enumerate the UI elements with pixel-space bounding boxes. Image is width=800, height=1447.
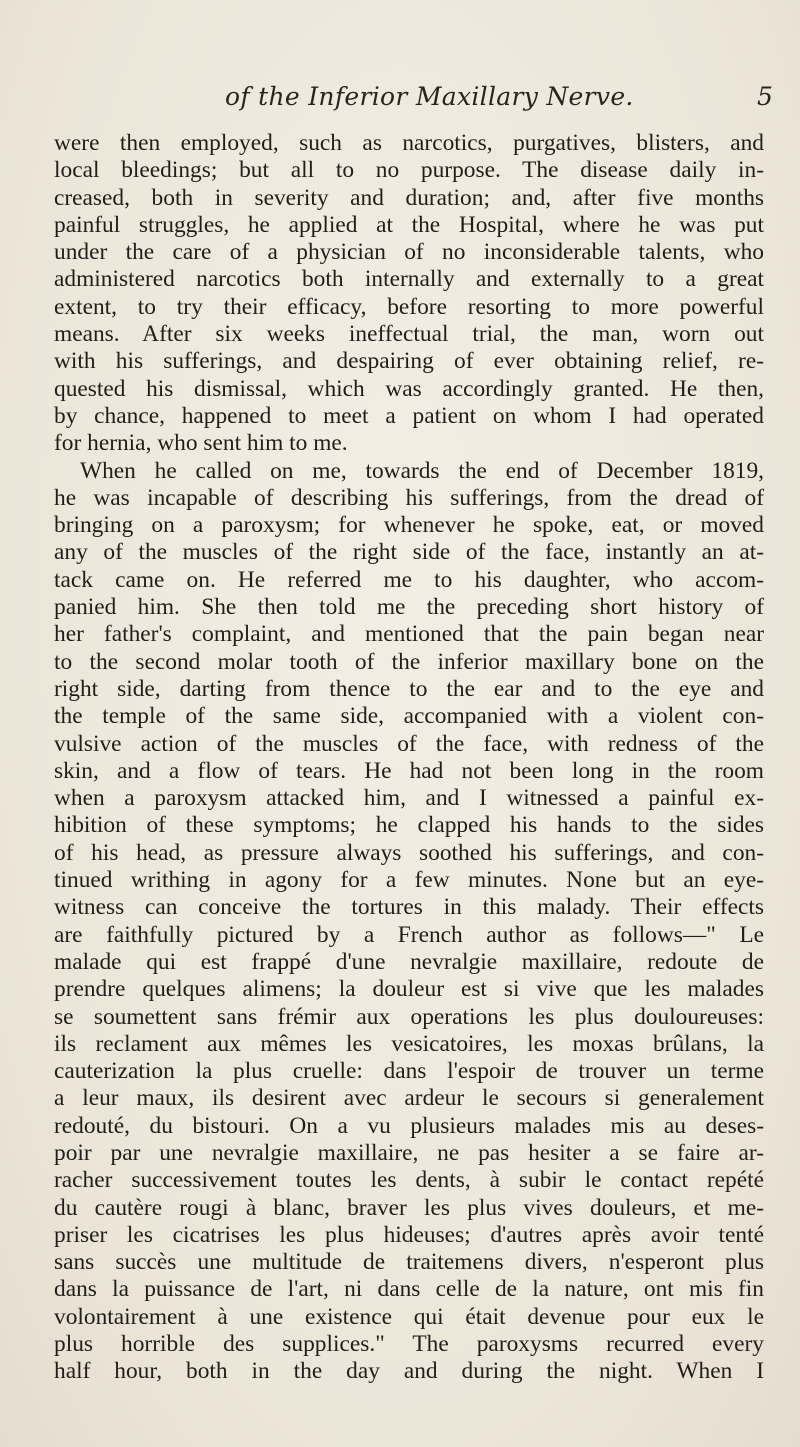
- text-line: for hernia, who sent him to me.: [54, 430, 348, 457]
- text-line: half hour, both in the day and during the night. When I: [54, 1358, 764, 1385]
- page-number: 5: [757, 82, 773, 111]
- text-line: any of the muscles of the right side of the face, instantly an at-: [54, 539, 764, 566]
- text-line: administered narcotics both internally and externally to a great: [54, 266, 764, 293]
- text-line: a leur maux, ils desirent avec ardeur le secours si generalement: [54, 1085, 764, 1112]
- text-line: hibition of these symptoms; he clapped his hands to the sides: [54, 812, 764, 839]
- body-text: [54, 130, 764, 1386]
- text-line: prendre quelques alimens; la douleur est si vive que les malades: [54, 976, 764, 1003]
- text-line: he was incapable of describing his sufferings, from the dread of: [54, 484, 764, 511]
- text-line: priser les cicatrises les plus hideuses; d'autres après avoir tenté: [54, 1221, 764, 1248]
- text-line: du cautère rougi à blanc, braver les plus vives douleurs, et me-: [54, 1194, 764, 1221]
- text-line: racher successivement toutes les dents, à subir le contact repété: [54, 1167, 764, 1194]
- text-line: right side, darting from thence to the ear and to the eye and: [54, 675, 764, 702]
- text-line: redouté, du bistouri. On a vu plusieurs malades mis au deses-: [54, 1112, 764, 1139]
- text-line: with his sufferings, and despairing of ever obtaining relief, re-: [54, 348, 764, 375]
- text-line: skin, and a flow of tears. He had not been long in the room: [54, 757, 764, 784]
- text-line: her father's complaint, and mentioned that the pain began near: [54, 621, 764, 648]
- text-line: When he called on me, towards the end of December 1819,: [80, 457, 764, 484]
- text-line: dans la puissance de l'art, ni dans celle de la nature, ont mis fin: [54, 1276, 764, 1303]
- text-line: vulsive action of the muscles of the face, with redness of the: [54, 730, 764, 757]
- text-line: the temple of the same side, accompanied with a violent con-: [54, 703, 764, 730]
- text-line: extent, to try their efficacy, before resorting to more powerful: [54, 293, 764, 320]
- text-line: witness can conceive the tortures in this malady. Their effects: [54, 894, 764, 921]
- text-line: cauterization la plus cruelle: dans l'espoir de trouver un terme: [54, 1058, 764, 1085]
- text-line: sans succès une multitude de traitemens divers, n'esperont plus: [54, 1249, 764, 1276]
- text-line: tack came on. He referred me to his daughter, who accom-: [54, 566, 764, 593]
- text-line: bringing on a paroxysm; for whenever he spoke, eat, or moved: [54, 512, 764, 539]
- text-line: were then employed, such as narcotics, purgatives, blisters, and: [54, 130, 764, 156]
- text-line: panied him. She then told me the preceding short history of: [54, 594, 764, 621]
- text-line: means. After six weeks ineffectual trial, the man, worn out: [54, 321, 764, 348]
- text-line: quested his dismissal, which was accordingly granted. He then,: [54, 375, 764, 402]
- text-line: malade qui est frappé d'une nevralgie maxillaire, redoute de: [54, 948, 764, 975]
- text-line: local bleedings; but all to no purpose. The disease daily in-: [54, 157, 764, 184]
- text-line: ils reclament aux mêmes les vesicatoires, les moxas brûlans, la: [54, 1030, 764, 1057]
- text-line: to the second molar tooth of the inferior maxillary bone on the: [54, 648, 764, 675]
- text-line: painful struggles, he applied at the Hospital, where he was put: [54, 211, 764, 238]
- text-line: when a paroxysm attacked him, and I witnessed a painful ex-: [54, 785, 764, 812]
- text-line: creased, both in severity and duration; and, after five months: [54, 184, 764, 211]
- text-line: under the care of a physician of no inconsiderable talents, who: [54, 239, 764, 266]
- text-line: plus horrible des supplices." The paroxysms recurred every: [54, 1331, 764, 1358]
- text-line: volontairement à une existence qui était devenue pour eux le: [54, 1303, 764, 1330]
- text-line: by chance, happened to meet a patient on whom I had operated: [54, 402, 764, 429]
- text-line: se soumettent sans frémir aux operations les plus douloureuses:: [54, 1003, 764, 1030]
- text-line: tinued writhing in agony for a few minutes. None but an eye-: [54, 867, 764, 894]
- text-line: of his head, as pressure always soothed his sufferings, and con-: [54, 839, 764, 866]
- text-line: are faithfully pictured by a French author as follows—" Le: [54, 921, 764, 948]
- text-line: poir par une nevralgie maxillaire, ne pas hesiter a se faire ar-: [54, 1139, 764, 1166]
- running-header-title: of the Inferior Maxillary Nerve.: [225, 82, 634, 111]
